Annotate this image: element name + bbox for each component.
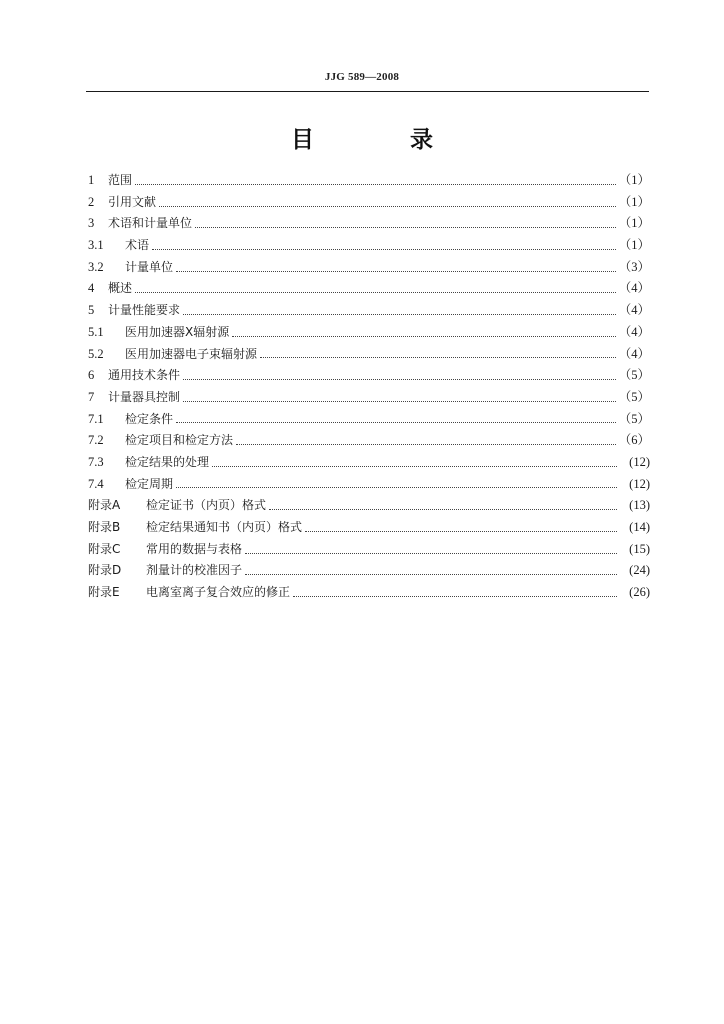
toc-entry-title: 电离室离子复合效应的修正	[146, 585, 291, 600]
toc-entry[interactable]	[88, 430, 650, 452]
toc-entry-number: 7.3	[88, 454, 104, 469]
toc-entry-page: （4）	[618, 303, 650, 318]
dot-leader	[152, 248, 616, 250]
toc-entry[interactable]	[88, 560, 650, 582]
toc-entry-title: 计量器具控制	[108, 389, 181, 404]
toc-entry-number: 4	[88, 281, 95, 296]
toc-entry-title: 检定结果通知书（内页）格式	[146, 520, 303, 534]
dot-leader	[212, 465, 617, 467]
toc-entry-title: 剂量计的校准因子	[146, 563, 243, 578]
toc-entry-number: 1	[88, 173, 95, 187]
dot-leader	[135, 291, 616, 293]
dot-leader	[176, 270, 616, 272]
toc-entry-number: 附录B	[88, 520, 121, 534]
toc-entry-number: 3.2	[88, 259, 104, 274]
toc-entry-title: 术语	[125, 238, 150, 253]
toc-entry-page: （4）	[618, 346, 650, 361]
toc-entry-title: 引用文献	[108, 194, 157, 209]
toc-entry-page: (26)	[629, 585, 650, 600]
toc-entry-title: 术语和计量单位	[108, 216, 193, 231]
toc-entry-title: 概述	[108, 281, 133, 296]
dot-leader	[176, 421, 616, 423]
toc-entry-number: 3	[88, 216, 95, 231]
toc-entry[interactable]	[88, 474, 650, 496]
dot-leader	[260, 356, 616, 358]
dot-leader	[135, 183, 616, 185]
toc-entry-number: 附录C	[88, 541, 121, 556]
toc-entry-page: （4）	[618, 281, 650, 296]
toc-entry-number: 附录A	[88, 498, 121, 513]
toc-entry-title: 检定条件	[125, 411, 174, 426]
toc-entry[interactable]	[88, 235, 650, 257]
toc-entry-number: 5	[88, 303, 95, 318]
toc-entry-page: (24)	[629, 563, 650, 578]
toc-entry[interactable]	[88, 192, 650, 214]
toc-entry[interactable]	[88, 452, 650, 474]
header-rule	[86, 91, 649, 92]
toc-entry-title: 检定周期	[125, 476, 174, 491]
dot-leader	[183, 313, 616, 315]
toc-entry-page: （1）	[618, 173, 650, 187]
toc-entry-number: 附录E	[88, 585, 120, 600]
toc-entry-page: （1）	[618, 216, 650, 231]
toc-entry[interactable]	[88, 300, 650, 322]
toc-entry-page: (15)	[629, 541, 650, 556]
toc-entry-page: （1）	[618, 194, 650, 209]
toc-entry[interactable]	[88, 365, 650, 387]
dot-leader	[232, 335, 616, 337]
toc-entry-number: 7.2	[88, 433, 104, 448]
toc-entry-title: 计量单位	[125, 259, 174, 274]
dot-leader	[195, 226, 616, 228]
dot-leader	[183, 400, 616, 402]
toc-entry-page: （5）	[618, 411, 650, 426]
toc-entry[interactable]	[88, 495, 650, 517]
toc-title: 目 录	[290, 127, 477, 153]
toc-entry[interactable]	[88, 344, 650, 366]
table-of-contents	[88, 170, 650, 604]
dot-leader	[176, 486, 617, 488]
toc-entry-page: (12)	[629, 454, 650, 469]
dot-leader	[236, 443, 616, 445]
toc-entry[interactable]	[88, 213, 650, 235]
toc-entry-page: (12)	[629, 476, 650, 491]
toc-entry-number: 7.1	[88, 411, 104, 426]
dot-leader	[183, 378, 616, 380]
toc-entry-title: 常用的数据与表格	[146, 541, 243, 556]
toc-entry-page: （3）	[618, 259, 650, 274]
toc-entry-page: (14)	[629, 520, 650, 534]
toc-entry-number: 6	[88, 368, 95, 383]
toc-entry-number: 7.4	[88, 476, 104, 491]
toc-entry-number: 5.2	[88, 346, 104, 361]
toc-entry-page: （5）	[618, 389, 650, 404]
toc-entry-number: 2	[88, 194, 95, 209]
toc-entry[interactable]	[88, 387, 650, 409]
toc-entry-title: 范围	[108, 173, 133, 187]
toc-entry[interactable]	[88, 517, 650, 539]
toc-entry-title: 检定证书（内页）格式	[146, 498, 267, 513]
toc-entry-page: （1）	[618, 238, 650, 253]
toc-entry-number: 5.1	[88, 324, 104, 339]
toc-entry-page: （5）	[618, 368, 650, 383]
dot-leader	[305, 530, 617, 532]
toc-entry-page: （4）	[618, 324, 650, 339]
toc-entry[interactable]	[88, 322, 650, 344]
dot-leader	[269, 508, 617, 510]
dot-leader	[245, 552, 617, 554]
toc-entry[interactable]	[88, 409, 650, 431]
toc-entry-page: （6）	[618, 433, 650, 448]
toc-entry-title: 通用技术条件	[108, 368, 181, 383]
dot-leader	[245, 573, 617, 575]
standard-code-header: JJG 589—2008	[324, 71, 400, 83]
toc-entry[interactable]	[88, 582, 650, 604]
toc-entry[interactable]	[88, 170, 650, 192]
toc-entry[interactable]	[88, 278, 650, 300]
toc-entry-number: 7	[88, 389, 95, 404]
dot-leader	[293, 595, 617, 597]
toc-entry[interactable]	[88, 539, 650, 561]
toc-entry-title: 计量性能要求	[108, 303, 181, 318]
toc-entry-title: 检定结果的处理	[125, 454, 210, 469]
toc-entry[interactable]	[88, 257, 650, 279]
dot-leader	[159, 205, 616, 207]
toc-entry-title: 医用加速器电子束辐射源	[125, 346, 258, 361]
toc-entry-number: 附录D	[88, 563, 122, 578]
toc-entry-number: 3.1	[88, 238, 104, 253]
toc-entry-title: 检定项目和检定方法	[125, 433, 234, 448]
toc-entry-title: 医用加速器X辐射源	[125, 324, 230, 339]
toc-entry-page: (13)	[629, 498, 650, 513]
